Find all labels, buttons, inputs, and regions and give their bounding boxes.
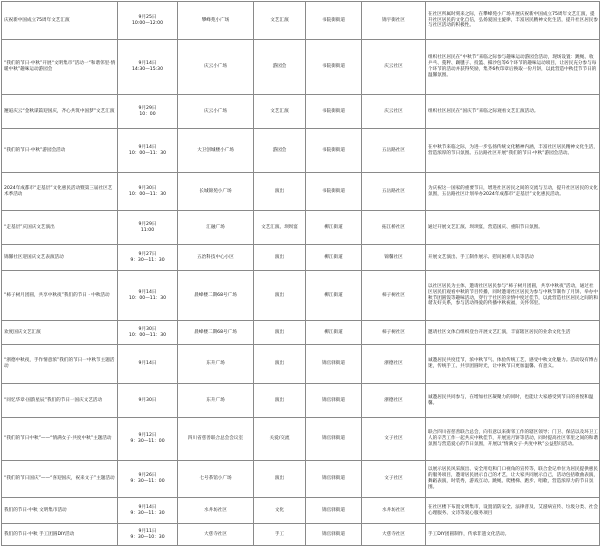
event-date: 9月14日 [138,289,157,295]
cell-event-type: 演出 [254,321,306,345]
cell-community: 锦宇街社区 [362,2,426,40]
cell-street: 书院街街道 [306,129,362,173]
cell-street: 锦官驿街道 [306,384,362,418]
cell-event-type: 文艺汇演 [254,2,306,40]
cell-content: 联合四川省慈善联合总会，向有意以来街邻工作的辖区领导；门卫、保洁以及环卫工人的辛苦工作一起共庆中秋佳节，开展送月饼等活动，同时提高社区邻里之间的和谐氛围与营造爱心的节日氛围，开展以“情满女子·共度中秋”公益慰问活动。 [426,418,600,461]
cell-date-time [118,418,178,461]
event-date: 9月14日 [138,144,157,150]
cell-street: 锦官驿街道 [306,345,362,384]
cell-date-time [118,345,178,384]
cell-event-name: “同忆华章·国韵星辰”我们的节日一国庆文艺活动 [2,384,118,418]
event-date: 9月29日 [138,105,157,111]
cell-event-type: 演出 [254,271,306,321]
cell-event-name: 欢度国庆文艺汇演 [2,321,118,345]
cell-date-time [118,245,178,271]
cell-place: 五治科技中心小区 [178,245,254,271]
cell-event-type: 手工 [254,524,306,546]
event-date: 9月30日 [138,397,157,403]
cell-community: 大慈寺社区 [362,524,426,546]
event-time: 10：00 [139,111,156,117]
event-date: 9月30日 [138,185,157,191]
event-time: 11:00 [140,227,155,233]
cell-date-time [118,40,178,95]
cell-event-name: “我们的节日·中秋”开展“文明集市”活动一“和谐邻里·情暖中秋”趣味运动游园会 [2,40,118,95]
event-time: 10：00—11：30 [128,150,167,156]
event-date: 9月25日 [138,14,157,20]
event-date: 9月11日 [138,528,157,534]
table-row [2,384,600,418]
cell-place: 晨峰楼二期68号广场 [178,271,254,321]
cell-content: 邀请社区文体自组织登台开展文艺汇演，丰富辖区居民的业余文化生活 [426,321,600,345]
cell-community: 锦馨社区 [362,245,426,271]
table-row [2,129,600,173]
cell-community: 五岳路社区 [362,129,426,173]
cell-community: 柿子树社区 [362,271,426,321]
event-time: 10:00—12:00 [131,20,164,26]
event-time: 9：30—11：00 [130,479,165,484]
cell-community: 庆云社区 [362,40,426,95]
table-row [2,2,600,40]
cell-content: 在社区楼下布置文明集市，设置消防安全、法律普及、艾滋病宣传、垃圾分类、社会心理服务、文诗等爱心服务项目 [426,498,600,524]
cell-street: 锦官驿街道 [306,524,362,546]
table-row [2,461,600,498]
cell-event-type: 文艺汇演 [254,95,306,129]
event-date: 9月29日 [138,221,157,227]
cell-street: 书院街街道 [306,173,362,211]
event-time: 9：30—10：30 [130,534,165,540]
cell-place: 庆云小广场 [178,40,254,95]
cell-community: 水井坊社区 [362,498,426,524]
table-row [2,524,600,546]
cell-place: 水井坊社区 [178,498,254,524]
cell-content: 通过开展文艺汇演、坝坝宴，营造国庆、重阳节日氛围。 [426,211,600,245]
cell-street: 书院街街道 [306,40,362,95]
table-row [2,211,600,245]
cell-content: 为庆祝这一国家的重要节日，增进社区居民之间的交流与互动，提升社区居民的文化氛围，五岳路社区计划举办2024年成都市“走基层”文化惠民活动。 [426,173,600,211]
cell-date-time [118,524,178,546]
table-row [2,321,600,345]
cell-street: 书院街街道 [306,95,362,129]
cell-content: 手工DIY团圆制作，传承非遗文化活动。 [426,524,600,546]
event-date: 9月14日 [138,61,157,67]
cell-street: 锦官驿街道 [306,418,362,461]
cell-place: 四川省慈善联合总会会议室 [178,418,254,461]
table-row [2,173,600,211]
cell-content: 在社区所属时刻来之际，在攀峰苑小广场开展庆祝新中国成立75周年文艺汇演，提升社区居民的文化自信，弘扬爱国主旋律，丰富居民精神文化生活，提升社区居民参与社区活动的积极性。 [426,2,600,40]
cell-place: 庆云小广场 [178,95,254,129]
cell-community: 柿子树社区 [362,321,426,345]
cell-date-time [118,461,178,498]
cell-event-type: 文化 [254,498,306,524]
event-date: 9月14日 [138,361,157,367]
cell-street: 锦官驿街道 [306,461,362,498]
table-row [2,245,600,271]
cell-event-type: 演出 [254,245,306,271]
cell-event-name: “我们的节日中秋”——“情满女子·共度中秋”主题活动 [2,418,118,461]
cell-date-time [118,384,178,418]
cell-event-type: 游园会 [254,40,306,95]
cell-content: 以社区居民为主体，邀请社区居民参与“柿子树月团圆，共享中秋夜”活动，通过社区居民们观看中秋的节目传播，同时邀请社区居民为参与中秋节制作了月饼、举办中秋节团圆饭等趣味活动，穿行于社区的亲情中度过佳节，以此营造社区居民之间的和谐友好关系，参与活动得爱的传播中秋祝福，关怀邻里。 [426,271,600,321]
cell-event-name: “走基层”庆国庆文艺演出 [2,211,118,245]
cell-event-type: 演出 [254,345,306,384]
table-row [2,271,600,321]
cell-street: 柳江街道 [306,211,362,245]
cell-event-name: “我们的节日国庆”——“喜迎国庆，祝来文子”主题活动 [2,461,118,498]
cell-place: 大慈寺社区 [178,524,254,546]
cell-event-type: 演出 [254,173,306,211]
event-date: 9月14日 [138,504,157,510]
cell-community: 庆云社区 [362,95,426,129]
cell-community: 浙德社区 [362,384,426,418]
event-date: 9月27日 [138,251,157,257]
cell-place: 晨峰楼二期68号广场 [178,321,254,345]
cell-content: 组织社区居民在“中秋节”来临之际参与趣味运动游园会活动，现场设置：跳绳、收乒乓、蔓秤、踢毽子、投篮、掷沙包等6个环节的趣味运动项目，让居民充分参与每个环节的活动并获得奖励，集齐6枚印章后换取一份月饼，以此营造中秋佳节节日的温馨氛围。 [426,40,600,95]
cell-place: 长城锦苑小广场 [178,173,254,211]
cell-event-name: “我们的节日·中秋”游园会活动 [2,129,118,173]
event-time: 9：30—11：30 [130,510,165,516]
event-time: 10：00—11：30 [128,191,167,197]
event-time: 14:30—15:30 [131,67,164,72]
event-time: 10：00—11：30 [128,295,167,301]
cell-place: 东升广场 [178,384,254,418]
cell-community: 浙德社区 [362,345,426,384]
table-row [2,418,600,461]
cell-date-time [118,2,178,40]
cell-content: 诚邀居民共度佳节，浓中秋节气、体验传统工艺，感受中秋文化魅力。活动设有博古迷，传统手工、共享团圆时光，让中秋节日更加温馨、有意义。 [426,345,600,384]
cell-event-name: 我们的节日·中秋 手工团圆DIY活动 [2,524,118,546]
cell-street: 柳江街道 [306,321,362,345]
cell-street: 锦官驿街道 [306,498,362,524]
cell-place: 汇融广场 [178,211,254,245]
cell-community: 文子社区 [362,461,426,498]
cell-event-name: 我们的节日·中秋 文明集市活动 [2,498,118,524]
cell-event-name: 锦馨社区迎国庆文艺表演活动 [2,245,118,271]
cell-community: 文子社区 [362,418,426,461]
cell-community: 拓江桥社区 [362,211,426,245]
table-row [2,498,600,524]
cell-event-name: 庆祝新中国成立75周年文艺汇演 [2,2,118,40]
cell-content: 诚邀居民共同参与，在增加社区凝聚力的同时，也能让大家感受到节日的喜悦和温馨。 [426,384,600,418]
event-date: 9月12日 [138,433,157,439]
cell-date-time [118,95,178,129]
event-time: 9：30—11：30 [130,257,165,263]
cell-date-time [118,271,178,321]
cell-event-name: 邂逅庆云“金秋谋篇迎国庆，齐心共筑中国梦”文艺汇演 [2,95,118,129]
cell-date-time [118,129,178,173]
events-table [1,1,600,546]
cell-content: 开展文艺演出、手工制作展示、慰问困难人员等活动 [426,245,600,271]
cell-content: 在中秋节来临之际，为进一步弘扬传统文化精神内涵，丰富社区居民精神文化生活，营造浓厚的节日氛围。五岳路社区开展“我们的节日·中秋”游园会活动。 [426,129,600,173]
table-row [2,40,600,95]
cell-event-type: 文艺汇演、坝坝宴 [254,211,306,245]
cell-event-type: 关爱/交流 [254,418,306,461]
cell-date-time [118,211,178,245]
cell-event-name: “柿子树月团圆，共享中秋夜”我们的节日 · 中秋活动 [2,271,118,321]
cell-street: 柳江街道 [306,271,362,321]
cell-event-type: 演出 [254,384,306,418]
cell-content: 以展示居民风采演出、安全用电和门口视角的宣传等，联合金记单位为居民提供惠民的服务项目，邀请居民展示自己的才艺，让大家共同展示自己，活动包括歌曲表演，舞蹈表演，时装秀，游戏互动。跳绳、爬楼梯、跑步、唱歌，营造浓厚力的节日氛围。 [426,461,600,498]
cell-community: 五岳路社区 [362,173,426,211]
cell-event-name: “浙德中秋夜，手作情意浓”我们的节日一中秋节主题活动 [2,345,118,384]
cell-street: 柳江街道 [306,245,362,271]
event-date: 9月30日 [138,326,157,332]
event-time: 9：30—11：00 [130,439,165,444]
table-row [2,345,600,384]
table-row [2,95,600,129]
event-time: 10：00—11：30 [128,332,167,338]
cell-event-type: 游园会 [254,129,306,173]
cell-event-type: 演出 [254,461,306,498]
cell-content: 组织社区居民在“国庆节”来临之际观看文艺汇演活动。 [426,95,600,129]
cell-date-time [118,173,178,211]
cell-place: 攀峰苑小广场 [178,2,254,40]
cell-place: 东升广场 [178,345,254,384]
event-date: 9月26日 [138,473,157,479]
cell-event-name: 2024年成都市“走基层”文化惠民活动暨第三届社区艺术季活动 [2,173,118,211]
cell-place: 大卫创城楼小广场 [178,129,254,173]
cell-date-time [118,498,178,524]
cell-date-time [118,321,178,345]
cell-street: 书院街街道 [306,2,362,40]
cell-place: 七号茶馆小广场 [178,461,254,498]
